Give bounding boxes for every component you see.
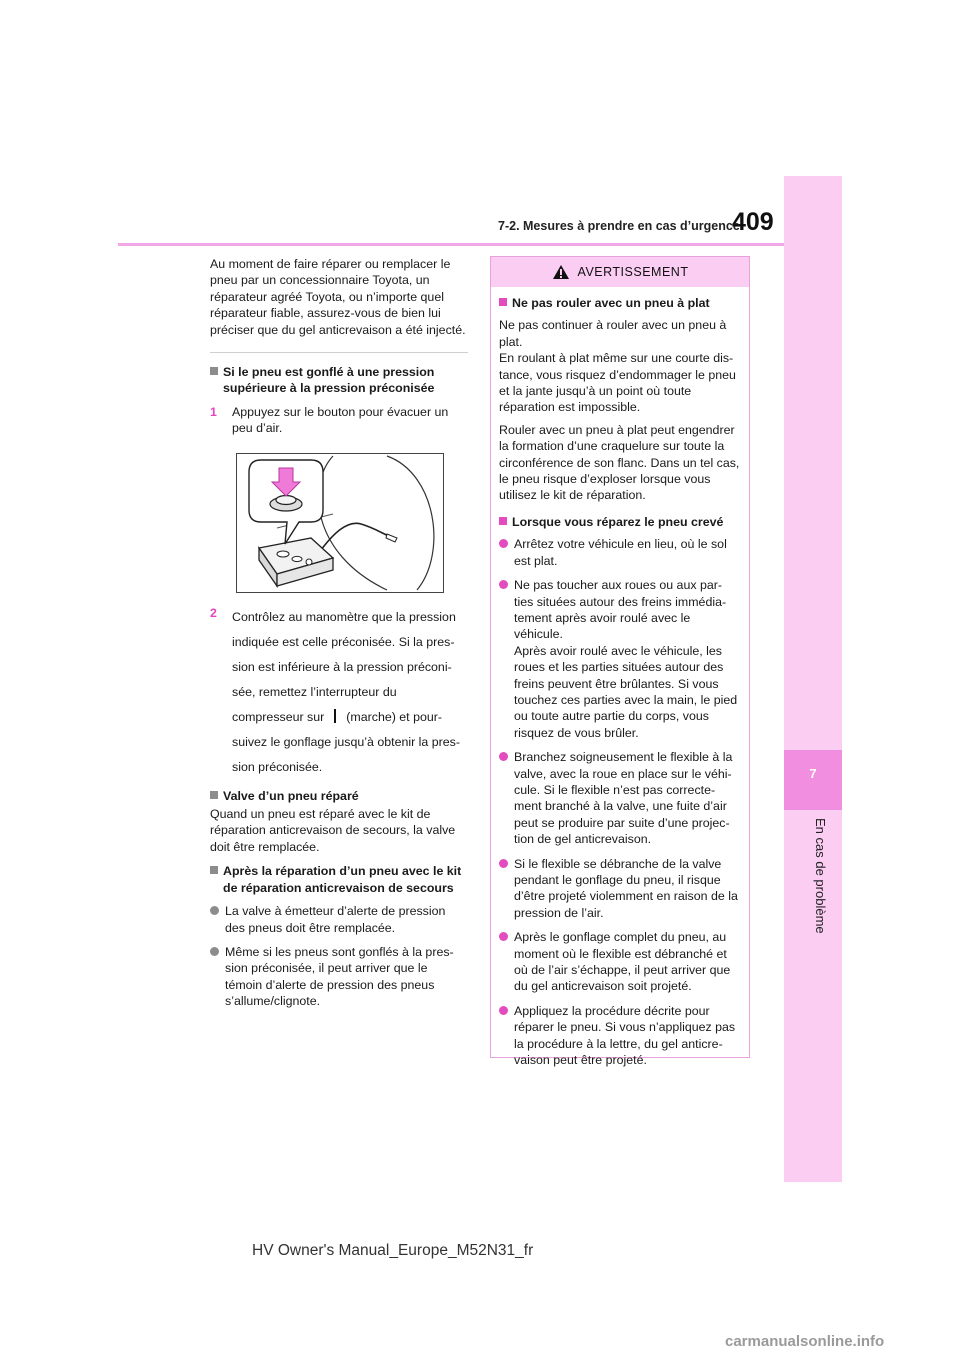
square-bullet-icon	[210, 367, 218, 375]
compressor-deflate-button-illustration	[237, 454, 443, 592]
round-bullet-icon	[210, 947, 219, 956]
warning-header	[491, 257, 749, 287]
step-number: 1	[210, 404, 217, 419]
square-bullet-icon	[210, 791, 218, 799]
round-bullet-icon	[499, 580, 508, 589]
footer-manual-id: HV Owner's Manual_Europe_M52N31_fr	[252, 1242, 534, 1259]
power-on-icon	[334, 709, 336, 723]
round-bullet-icon	[499, 859, 508, 868]
round-bullet-icon	[499, 932, 508, 941]
warning-list-item: Branchez soigneusement le flexible à la valve, avec la roue en place sur le véhi-cule. Si le flexible n’est pas correcte-ment branché à la valve, une fuite d’air peut se produire par suite d’une projec-tion de gel anticrevaison.	[499, 749, 741, 847]
warning-list-item: Si le flexible se débranche de la valve pendant le gonflage du pneu, il risque d’être projeté violemment en raison de la pression de l’air.	[499, 856, 741, 922]
warning-paragraph: Ne pas continuer à rouler avec un pneu à plat. En roulant à plat même sur une courte dis-tance, vous risquez d’endommager le pneu et la jante jusqu’à un point où toute réparation est impossible.	[499, 318, 736, 415]
round-bullet-icon	[210, 906, 219, 915]
divider	[210, 352, 468, 353]
left-column	[210, 256, 468, 1018]
step-1	[210, 404, 468, 437]
step-2: 2 Contrôlez au manomètre que la pression indiquée est celle préconisée. Si la pres- sion est inférieure à la pression préconi- sée, remettez l’interrupteur du compresseur sur (marche) et pour- suivez le gonflage jusqu’à obtenir la pres- sion préconisée.	[210, 605, 460, 774]
page-number: 409	[732, 208, 774, 236]
warning-triangle-icon	[552, 264, 570, 280]
warning-heading-repair: Lorsque vous réparez le pneu crevé	[499, 514, 741, 530]
chapter-label: En cas de problème	[813, 818, 828, 934]
chapter-number: 7	[809, 766, 817, 781]
valve-paragraph: Quand un pneu est réparé avec le kit de réparation anticrevaison de secours, la valve doit être remplacée.	[210, 807, 456, 854]
round-bullet-icon	[499, 752, 508, 761]
warning-title: AVERTISSEMENT	[577, 264, 689, 279]
section-heading-after-repair: Après la réparation d’un pneu avec le kit de réparation anticrevaison de secours	[210, 863, 468, 896]
chapter-side-tab	[784, 176, 842, 1182]
step-text: Appuyez sur le bouton pour évacuer un peu d’air.	[232, 404, 449, 436]
square-bullet-icon	[499, 298, 507, 306]
compressor-illustration	[236, 453, 444, 593]
list-item: Même si les pneus sont gonflés à la pres-sion préconisée, il peut arriver que le témoin d’alerte de pression des pneus s’allume/clignote.	[210, 944, 468, 1010]
section-title: 7-2. Mesures à prendre en cas d’urgence	[498, 219, 740, 233]
intro-paragraph: Au moment de faire réparer ou remplacer le pneu par un concessionnaire Toyota, un réparateur agréé Toyota, ou n’importe quel réparateur fiable, assurez-vous de bien lui préciser que du gel anticrevaison a été injecté.	[210, 257, 466, 337]
warning-list-item: Arrêtez votre véhicule en lieu, où le sol est plat.	[499, 536, 741, 569]
warning-body	[491, 287, 749, 1068]
round-bullet-icon	[499, 1006, 508, 1015]
warning-paragraph: Rouler avec un pneu à plat peut engendrer la formation d’une craquelure sur toute la circonférence de son flanc. Dans un tel cas, le pneu risque d’exploser lorsque vous utilisez le kit de réparation.	[499, 422, 740, 503]
warning-box	[490, 256, 750, 1068]
square-bullet-icon	[499, 517, 507, 525]
section-heading-overpressure: Si le pneu est gonflé à une pression supérieure à la pression préconisée	[210, 364, 468, 397]
warning-list-item: Ne pas toucher aux roues ou aux par-ties situées autour des freins immédia-tement après avoir roulé avec le véhicule. Après avoir roulé avec le véhicule, les roues et les parties situées autour des freins peuvent être brûlantes. Si vous touchez ces parties avec la main, le pied ou toute autre partie du corps, vous risquez de vous brûler.	[499, 577, 741, 741]
square-bullet-icon	[210, 866, 218, 874]
header-rule	[118, 243, 784, 246]
section-heading-valve: Valve d’un pneu réparé	[210, 788, 468, 804]
warning-heading-flat-tire: Ne pas rouler avec un pneu à plat	[499, 295, 741, 311]
warning-list-item: Appliquez la procédure décrite pour réparer le pneu. Si vous n’appliquez pas la procédure à la lettre, du gel anticre-vaison peut être projeté.	[499, 1003, 741, 1069]
warning-list-item: Après le gonflage complet du pneu, au moment où le flexible est débranché et où de l’air s’échappe, il peut arriver que du gel anticrevaison soit projeté.	[499, 929, 741, 995]
watermark: carmanualsonline.info	[725, 1333, 885, 1350]
step-number: 2	[210, 605, 217, 620]
round-bullet-icon	[499, 539, 508, 548]
list-item: La valve à émetteur d’alerte de pression des pneus doit être remplacée.	[210, 903, 468, 936]
